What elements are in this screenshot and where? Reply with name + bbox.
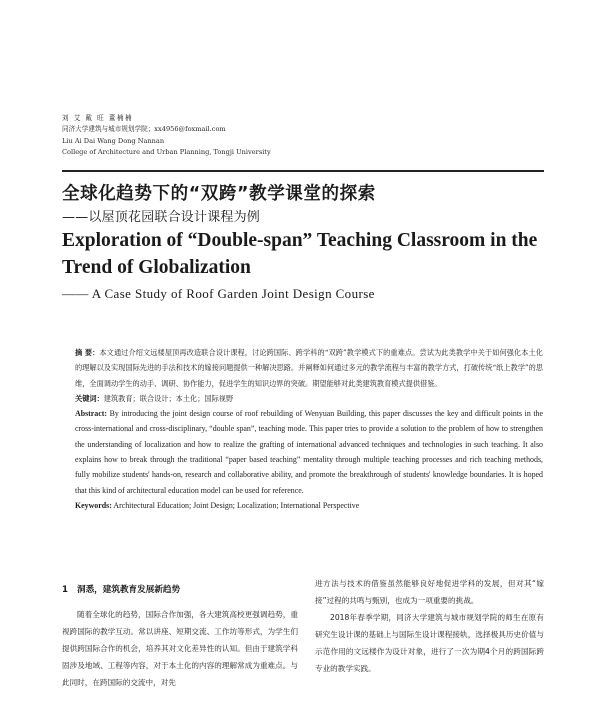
body-column-left [62, 606, 298, 691]
author-affiliation-cn: 同济大学建筑与城市规划学院；xx4956@foxmail.com [62, 125, 226, 134]
abstract-cn-label: 摘 要： [75, 348, 100, 357]
paper-title-en: Exploration of “Double-span” Teaching Classroom in the Trend of Globalization [62, 230, 538, 278]
abstract-en-text: By introducing the joint design course of roof rebuilding of Wenyuan Building, this paper discusses the key and difficult points in the cross-international and cross-disciplinary, “double span”, teaching mode. This paper tries to provide a solution to the problem of how to strengthen the understanding of localization and how to realize the grafting of international advanced techniques and technologies in such teaching. It also explains how to break through the traditional “paper based teaching” mentality through multiple teaching processes and rich teaching methods, fully mobilize students' hands-on, research and collaborative ability, and promote the breakthrough of students' knowledge boundaries. It is hoped that this kind of architectural education model can be used for reference. [75, 409, 543, 495]
abstract-cn [75, 345, 543, 391]
body-paragraph: 随着全球化的趋势，国际合作加强，各大建筑高校更强调趋势，重视跨国际的教学互动。常以讲座、短期交流、工作坊等形式，为学生们提供跨国际合作的机会，培养其对文化差异性的认知。但由于建筑学科固涉及地域、工程等内容，对于本土化的内容的理解常成为重难点。与此同时，在跨国际的交流中，对先 [62, 610, 298, 687]
abstract-cn-text: 本文通过介绍文远楼屋顶再改造联合设计课程，讨论跨国际、跨学科的“双跨”教学模式下的重难点。尝试为此类教学中关于如何强化本土化的理解以及实现国际先进的手法和技术的嫁接问题提供一种解决思路。并阐释如何通过多元的教学流程与丰富的教学方式，打破传统“纸上教学”的思维，全面调动学生的动手、调研、协作能力，促进学生的知识边界的突破。期望能够对此类建筑教育模式提供借鉴。 [75, 348, 543, 388]
keywords-en [75, 498, 543, 513]
paper-subtitle-cn: ——以屋顶花园联合设计课程为例 [62, 210, 261, 225]
abstract-block [75, 345, 543, 513]
body-paragraph: 进方法与技术的借鉴虽然能够良好地促进学科的发展，但对其“嫁接”过程的共鸣与甄别，也成为一项重要的挑战。 [315, 579, 544, 605]
keywords-en-text: Architectural Education; Joint Design; Localization; International Perspective [113, 500, 360, 510]
body-paragraph: 2018年春季学期，同济大学建筑与城市规划学院的师生在原有研究生设计课的基础上与国际生设计课程接轨，选择极具历史价值与示范作用的文远楼作为设计对象，进行了一次为期4个月的跨国际跨专业的教学实践。 [315, 613, 544, 673]
keywords-en-label: Keywords: [75, 500, 112, 510]
section-heading [62, 583, 180, 595]
abstract-en-label: Abstract: [75, 409, 107, 419]
paper-subtitle-en: —— A Case Study of Roof Garden Joint Design Course [62, 286, 375, 301]
section-number: 1 [62, 585, 68, 595]
keywords-cn [75, 391, 543, 406]
keywords-cn-label: 关键词： [75, 393, 104, 403]
author-affiliation-en: College of Architecture and Urban Planning, Tongji University [62, 148, 271, 157]
keywords-cn-text: 建筑教育；联合设计；本土化；国际视野 [103, 393, 234, 403]
title-divider [62, 170, 544, 172]
author-names-en: Liu Ai Dai Wang Dong Nannan [62, 136, 165, 145]
abstract-en [75, 406, 543, 498]
paper-title-cn: 全球化趋势下的“双跨”教学课堂的探索 [62, 184, 376, 204]
author-names-cn: 刘 艾 戴 旺 董楠楠 [62, 114, 134, 122]
section-title: 洞悉，建筑教育发展新趋势 [76, 585, 181, 595]
body-column-right [315, 575, 544, 677]
author-block [62, 113, 362, 159]
